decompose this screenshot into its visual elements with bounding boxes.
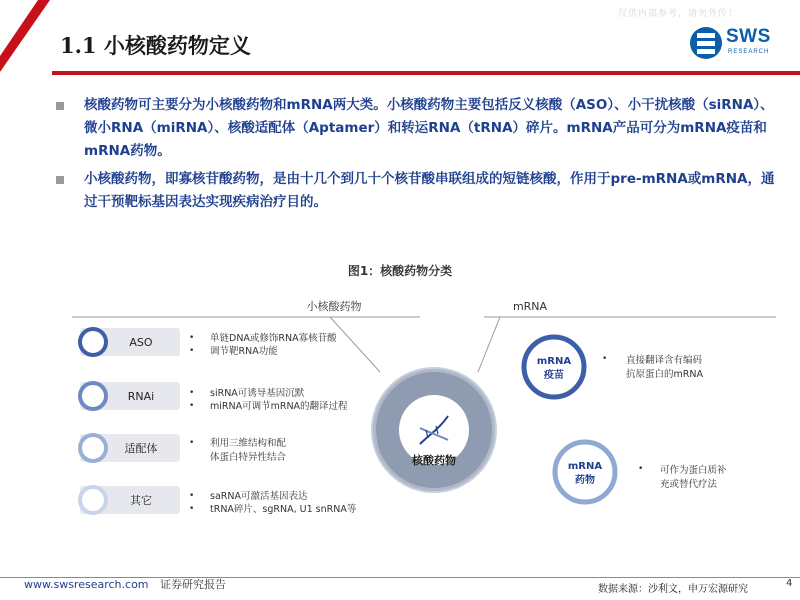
data-source: 数据来源：沙利文，申万宏源研究 bbox=[598, 584, 748, 595]
item-point: miRNA可调节mRNA的翻译过程 bbox=[210, 401, 348, 412]
mrna-drug-node bbox=[555, 442, 727, 502]
bullet-text: 小核酸药物，即寡核苷酸药物，是由十几个到几十个核苷酸串联组成的短链核酸，作用于pre-mRNA或mRNA，通过干预靶标基因表达实现疾病治疗目的。 bbox=[84, 171, 775, 210]
item-label-other: 其它 bbox=[130, 494, 152, 507]
center-label: 核酸药物 bbox=[412, 454, 456, 467]
list-item bbox=[80, 486, 357, 515]
right-items bbox=[524, 337, 727, 502]
list-item bbox=[80, 434, 287, 463]
svg-text:•: • bbox=[189, 346, 195, 356]
list-item bbox=[80, 328, 337, 357]
item-point: 抗原蛋白的mRNA bbox=[626, 369, 703, 380]
svg-text:疫苗: 疫苗 bbox=[544, 370, 564, 381]
center-node bbox=[372, 368, 496, 492]
item-point: 体蛋白特异性结合 bbox=[210, 452, 287, 463]
item-point: 充或替代疗法 bbox=[660, 479, 718, 490]
svg-text:•: • bbox=[189, 401, 195, 411]
svg-text:mRNA: mRNA bbox=[567, 461, 603, 472]
svg-text:•: • bbox=[189, 438, 195, 448]
item-point: 直接翻译含有编码 bbox=[626, 355, 703, 366]
svg-text:•: • bbox=[638, 464, 644, 474]
svg-text:药物: 药物 bbox=[575, 475, 595, 486]
page-number: 4 bbox=[786, 578, 793, 589]
svg-text:•: • bbox=[602, 354, 608, 364]
item-point: saRNA可激活基因表达 bbox=[210, 491, 308, 502]
right-heading: mRNA bbox=[512, 300, 548, 313]
svg-text:mRNA: mRNA bbox=[536, 356, 572, 367]
item-point: 利用三维结构和配 bbox=[210, 438, 287, 449]
left-heading: 小核酸药物 bbox=[306, 300, 362, 313]
item-label-aptamer: 适配体 bbox=[124, 442, 158, 455]
mrna-vaccine-node bbox=[524, 337, 703, 397]
figure-title: 图1：核酸药物分类 bbox=[347, 264, 453, 278]
item-point: 单链DNA或修饰RNA寡核苷酸 bbox=[210, 333, 337, 344]
page-title: 1.1 小核酸药物定义 bbox=[60, 33, 251, 58]
footer-report-type: 证券研究报告 bbox=[160, 578, 227, 591]
bullet-text: 核酸药物可主要分为小核酸药物和mRNA两大类。小核酸药物主要包括反义核酸（ASO）、小干扰核酸（siRNA）、微小RNA（miRNA）、核酸适配体（Aptamer）和转运RNA（tRNA）碎片。mRNA产品可分为mRNA疫苗和mRNA药物。 bbox=[84, 97, 774, 159]
item-label-aso: ASO bbox=[129, 336, 153, 349]
logo-text: SWS bbox=[726, 26, 771, 47]
logo-subtext: RESEARCH bbox=[728, 49, 770, 55]
item-point: 调节靶RNA功能 bbox=[210, 346, 278, 357]
svg-text:•: • bbox=[189, 333, 195, 343]
svg-text:•: • bbox=[189, 504, 195, 514]
item-point: tRNA碎片、sgRNA, U1 snRNA等 bbox=[210, 504, 357, 515]
svg-text:•: • bbox=[189, 491, 195, 501]
svg-text:•: • bbox=[189, 388, 195, 398]
left-items bbox=[80, 328, 357, 515]
item-label-rnai: RNAi bbox=[127, 390, 155, 403]
watermark: 仅供内部参考，请勿外传！ bbox=[618, 9, 739, 19]
item-point: 可作为蛋白质补 bbox=[660, 465, 727, 476]
footer-left bbox=[24, 576, 226, 592]
item-point: siRNA可诱导基因沉默 bbox=[210, 388, 305, 399]
footer-url-link[interactable]: www.swsresearch.com bbox=[24, 578, 149, 591]
list-item bbox=[80, 382, 348, 412]
